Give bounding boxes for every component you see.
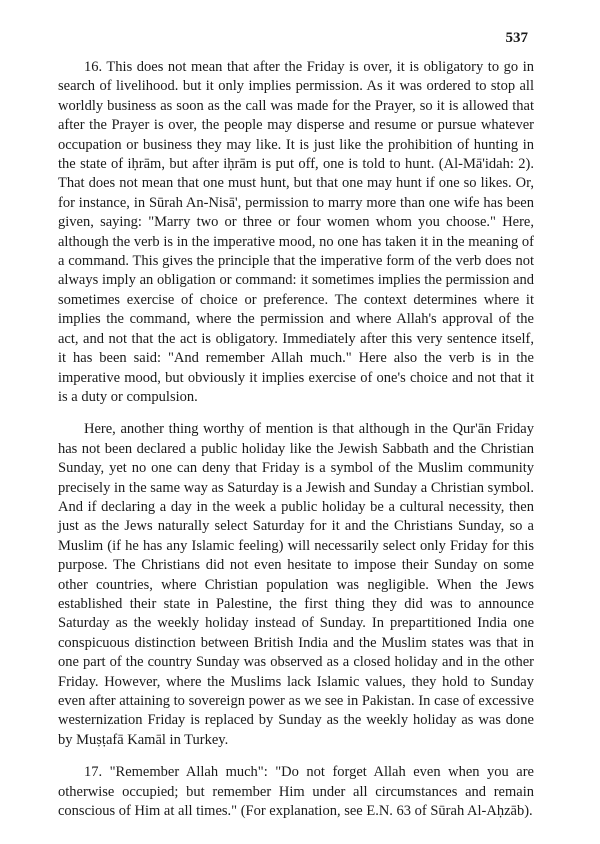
paragraph-note-16: 16. This does not mean that after the Friday is over, it is obligatory to go in search of livelihood. but it only implies permission. As it was ordered to stop all worldly business as soon as the call was made for the Prayer, so it is allowed that after the Prayer is over, the people may disperse and resume or pursue whatever occupation or business they may like. It is just like the prohibition of hunting in the state of iḥrām, but after iḥrām is put off, one is told to hunt. (Al-Mā'idah: 2). That does not mean that one must hunt, but that one may hunt if one so likes. Or, for instance, in Sūrah An-Nisā', permission to marry more than one wife has been given, saying: "Marry two or three or four women whom you choose." Here, although the verb is in the imperative mood, no one has taken it in the meaning of a command. This gives the principle that the imperative form of the verb does not always imply an obligation or command: it sometimes implies the permission and sometimes exercise of choice or preference. The context determines where it implies the command, where the permission and where Allah's approval of the act, and not that the act is obligatory. Immediately after this very sentence itself, it has been said: "And remember Allah much." Here also the verb is in the imperative mood, but obviously it implies exercise of one's choice and not that it is a duty or compulsion. (58, 59, 534, 405)
paragraph-friday-holiday: Here, another thing worthy of mention is that although in the Qur'ān Friday has not been declared a public holiday like the Jewish Sabbath and the Christian Sunday, yet no one can deny that Friday is a symbol of the Muslim community precisely in the same way as Saturday is a Jewish and Sunday a Christian symbol. And if declaring a day in the week a public holiday be a cultural necessity, then just as the Jews naturally select Saturday for it and the Christians Sunday, so a Muslim (if he has any Islamic feeling) will necessarily select only Friday for this purpose. The Christians did not even hesitate to impose their Sunday on some other countries, where Christian population was negligible. When the Jews established their state in Palestine, the first thing they did was to announce Saturday as the weekly holiday instead of Sunday. In prepartitioned India one conspicuous distinction between British India and the Muslim states was that in one part of the country Sunday was observed as a closed holiday and in the other Friday. However, where the Muslims lack Islamic values, they hold to Sunday even after attaining to sovereign power as we see in Pakistan. In case of excessive westernization Friday is replaced by Sunday as the weekly holiday as was done by Muṣṭafā Kamāl in Turkey. (58, 421, 534, 748)
paragraph-note-17: 17. "Remember Allah much": "Do not forget Allah even when you are otherwise occupied; but remember Him under all circumstances and remain conscious of Him at all times." (For explanation, see E.N. 63 of Sūrah Al-Aḥzāb). (58, 764, 534, 820)
body-text (58, 58, 534, 821)
page-number: 537 (505, 30, 528, 46)
